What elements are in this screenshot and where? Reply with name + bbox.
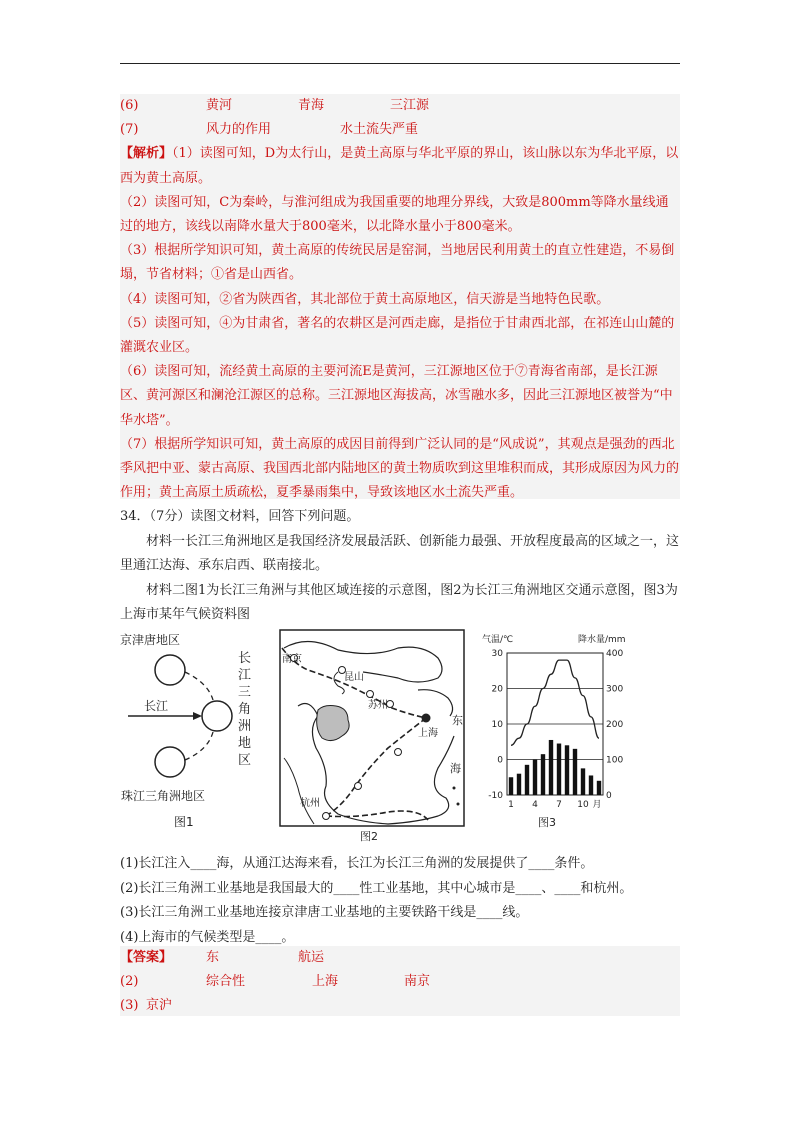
month-tick-label: 1 <box>508 800 514 810</box>
answer-block-top <box>120 94 680 499</box>
island-dot <box>453 787 456 790</box>
label-sea: 海 <box>450 762 461 775</box>
label-nanjing: 南京 <box>282 654 302 665</box>
precip-tick-label: 400 <box>606 649 624 659</box>
fig3-caption: 图3 <box>538 816 556 829</box>
row-number: (2) <box>120 974 139 990</box>
yrd-circle <box>202 701 232 731</box>
precip-axis-label: 降水量/mm <box>578 635 626 645</box>
temp-tick-label: 10 <box>491 720 503 730</box>
analysis-para-5: （5）读图可知，④为甘肃省，著名的农耕区是河西走廊，是指位于甘肃西北部，在祁连山山麓的灌溉农业区。 <box>120 315 675 356</box>
answer-row-2 <box>120 970 680 994</box>
answer-tag: 【答案】 <box>120 950 173 965</box>
precip-bar <box>509 777 513 795</box>
analysis-para-4: （4）读图可知，②省为陕西省，其北部位于黄土高原地区，信天游是当地特色民歌。 <box>120 291 610 307</box>
question-4: (4)上海市的气候类型是____。 <box>120 929 295 945</box>
arrow-label: 长江 <box>144 699 169 713</box>
precip-bar <box>549 740 553 795</box>
answer-text: 南京 <box>404 974 431 990</box>
row-number: (3) <box>120 998 139 1014</box>
analysis-tag: 【解析】 <box>120 146 173 162</box>
temperature-line <box>511 660 599 745</box>
precip-bar <box>589 775 593 795</box>
precip-tick-label: 300 <box>606 684 624 695</box>
question-1: (1)长江注入____海，从通江达海来看，长江为长江三角洲的发展提供了____条件。 <box>120 856 594 871</box>
precip-bar <box>565 745 569 795</box>
answer-text: 黄河 <box>206 98 233 113</box>
material-2: 材料二图1为长江三角洲与其他区域连接的示意图，图2为长江三角洲地区交通示意图，图3为上海市某年气候资料图 <box>120 582 678 622</box>
question-2: (2)长江三角洲工业基地是我国最大的____性工业基地，其中心城市是____、____和杭州。 <box>120 880 633 896</box>
link-south <box>185 732 213 760</box>
answer-text: 综合性 <box>206 974 246 990</box>
material-1: 材料一长江三角洲地区是我国经济发展最活跃、创新能力最强、开放程度最高的区域之一，这里通江达海、承东启西、联南接北。 <box>120 533 680 573</box>
fig1-caption: 图1 <box>174 815 194 829</box>
fig1-top-label: 京津唐地区 <box>120 633 181 647</box>
precip-tick-label: 0 <box>606 791 612 801</box>
city-node-3 <box>355 783 362 790</box>
answer-text: 上海 <box>312 974 339 990</box>
answer-text: 水土流失严重 <box>340 122 419 138</box>
answer-row-1 <box>120 946 680 970</box>
month-tick-label: 10 <box>577 800 589 810</box>
month-tick-label: 4 <box>532 800 538 810</box>
temp-tick-label: -10 <box>488 791 503 801</box>
figure-2 <box>278 628 473 843</box>
precip-bar <box>573 749 577 795</box>
city-node-shanghai <box>422 714 431 723</box>
row-number: (7) <box>120 122 139 138</box>
arrow-head <box>193 712 202 720</box>
climate-chart <box>480 628 630 833</box>
label-kunshan: 昆山 <box>344 672 364 683</box>
temp-tick-label: 20 <box>491 684 503 695</box>
precip-bar <box>517 774 521 795</box>
answer-text: 东 <box>206 950 220 965</box>
analysis-text: （1）读图可知，D为太行山，是黄土高原与华北平原的界山，该山脉以东为华北平原，以西为黄土高原。 <box>120 146 679 186</box>
prd-circle <box>155 747 185 777</box>
temp-tick-label: 30 <box>491 649 503 659</box>
label-hangzhou: 杭州 <box>300 798 320 809</box>
answer-row-7 <box>120 118 680 142</box>
label-shanghai: 上海 <box>418 728 438 739</box>
analysis-para-3: （3）根据所学知识可知，黄土高原的传统民居是窑洞，当地居民利用黄土的直立性建造，不易倒塌，节省材料；①省是山西省。 <box>120 243 675 283</box>
city-node-2 <box>395 749 402 756</box>
month-unit-label: 月 <box>592 800 602 810</box>
answer-row-6 <box>120 94 680 118</box>
analysis-para-2: （2）读图可知，C为秦岭，与淮河组成为我国重要的地理分界线，大致是800mm等降水量线通过的地方，该线以南降水量大于800毫米，以北降水量小于800毫米。 <box>120 194 669 235</box>
answer-text: 航运 <box>298 950 325 965</box>
jjt-circle <box>155 655 185 685</box>
question-34-items <box>120 852 680 950</box>
answer-text: 京沪 <box>146 998 173 1014</box>
answer-row-3 <box>120 994 680 1018</box>
month-tick-label: 7 <box>556 800 562 810</box>
label-east: 东 <box>452 714 463 727</box>
question-3: (3)长江三角洲工业基地连接京津唐工业基地的主要铁路干线是____线。 <box>120 905 529 920</box>
answer-text: 风力的作用 <box>206 122 272 138</box>
precip-bar <box>525 765 529 795</box>
fig2-caption: 图2 <box>360 830 378 843</box>
precip-bar <box>581 768 585 795</box>
island-dot <box>457 803 460 806</box>
vertical-label-text: 长江三角洲地区 <box>238 651 252 768</box>
precip-bar <box>541 754 545 795</box>
temp-axis-label: 气温/℃ <box>482 635 514 645</box>
row-number: (6) <box>120 98 139 113</box>
precip-bar <box>597 781 601 795</box>
analysis-para-1 <box>120 142 680 190</box>
answer-text: 青海 <box>298 98 325 113</box>
label-suzhou: 苏州 <box>368 700 388 711</box>
figure-3 <box>480 628 630 833</box>
city-node-hangzhou <box>323 813 330 820</box>
precip-bar <box>533 760 537 796</box>
answer-block-bottom <box>120 946 680 1016</box>
header-rule <box>120 63 680 64</box>
fig1-vertical-label <box>238 650 256 769</box>
precip-tick-label: 100 <box>606 755 624 766</box>
precip-bar <box>557 744 561 795</box>
fig1-bottom-label: 珠江三角洲地区 <box>121 789 206 803</box>
analysis-para-7: （7）根据所学知识可知，黄土高原的成因目前得到广泛认同的是“风成说”，其观点是强劲的西北季风把中亚、蒙古高原、我国西北部内陆地区的黄土物质吹到这里堆积而成，其形成原因为风力的作用；黄土高原土质疏松，夏季暴雨集中，导致该地区水土流失严重。 <box>120 436 680 501</box>
question-heading: 34．（7分）读图文材料，回答下列问题。 <box>120 509 360 524</box>
answer-text: 三江源 <box>390 98 430 113</box>
city-node-kunshan <box>367 691 374 698</box>
precip-tick-label: 200 <box>606 720 624 730</box>
link-north <box>185 672 213 700</box>
temp-tick-label: 0 <box>497 755 503 766</box>
question-34-intro <box>120 505 680 628</box>
analysis-para-6: （6）读图可知，流经黄土高原的主要河流E是黄河，三江源地区位于⑦青海省南部，是长江源区、黄河源区和澜沧江源区的总称。三江源地区海拔高，冰雪融水多，因此三江源地区被誉为“中华水塔”。 <box>120 364 673 428</box>
